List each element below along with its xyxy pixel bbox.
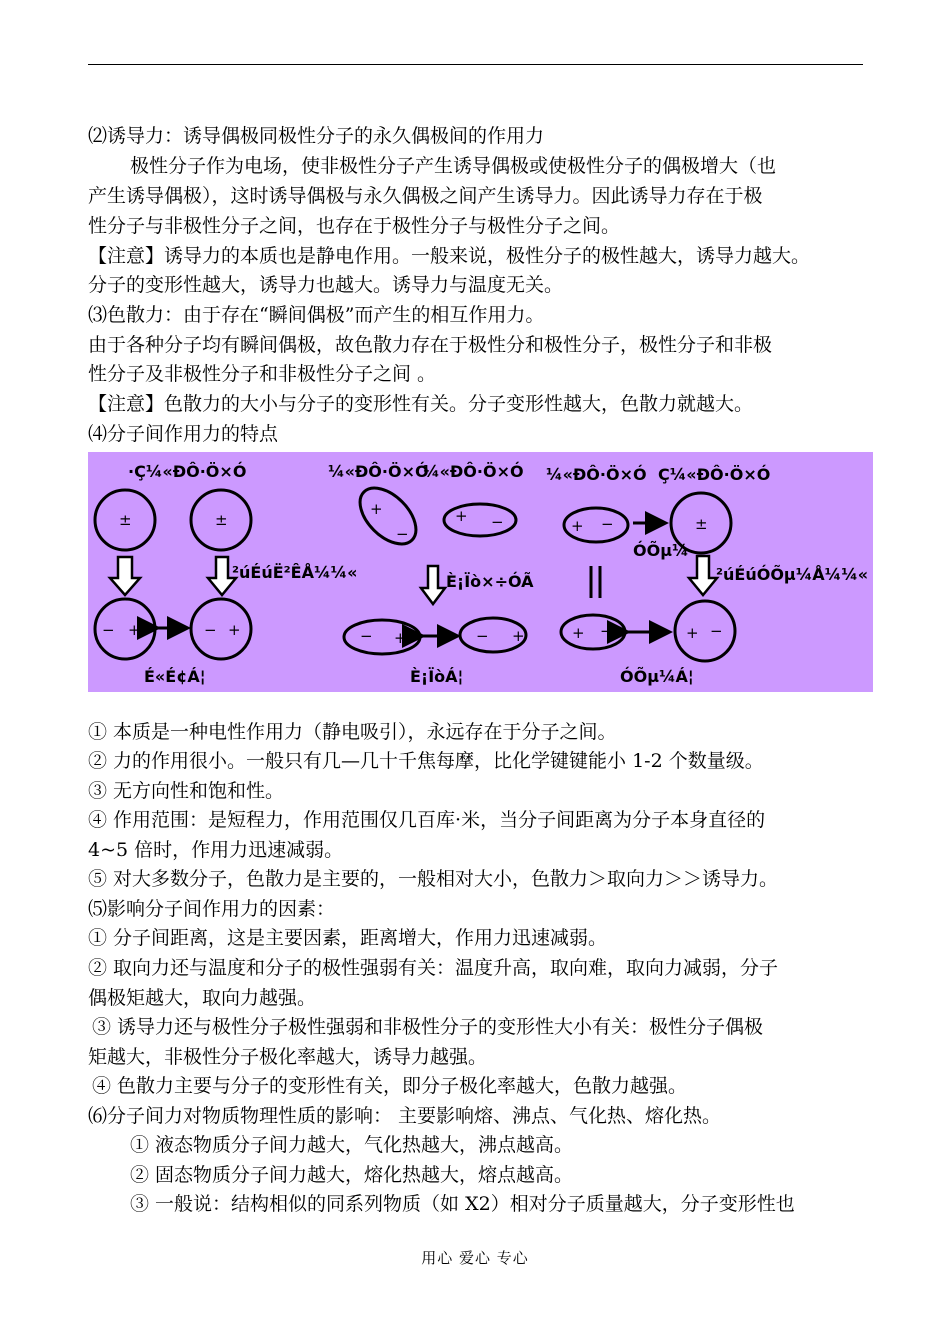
minus-sign: − xyxy=(601,515,614,533)
intermolecular-force-diagram xyxy=(88,452,873,692)
text-line: ② 固态物质分子间力越大，熔化热越大，熔点越高。 xyxy=(130,1164,574,1186)
plus-sign: + xyxy=(394,629,407,647)
plus-sign: + xyxy=(571,517,584,535)
header-rule xyxy=(88,64,863,65)
plus-sign: + xyxy=(455,507,468,525)
minus-sign: − xyxy=(204,621,217,639)
text-line: ④ 色散力主要与分子的变形性有关，即分子极化率越大，色散力越强。 xyxy=(92,1075,688,1097)
label-orientation: È¡Ïò×÷ÓÃ xyxy=(446,572,534,591)
text-line: ③ 诱导力还与极性分子极性强弱和非极性分子的变形性大小有关：极性分子偶极 xyxy=(92,1016,764,1038)
text-line: ⑤ 对大多数分子，色散力是主要的，一般相对大小，色散力＞取向力＞＞诱导力。 xyxy=(88,868,779,890)
text-line: ① 液态物质分子间力越大，气化热越大，沸点越高。 xyxy=(130,1134,574,1156)
text-line: 矩越大，非极性分子极化率越大，诱导力越强。 xyxy=(88,1046,488,1068)
molecule-ellipse xyxy=(561,615,625,649)
label-induced-dipole: ²úÉúÓÕµ¼Å¼¼« xyxy=(716,565,869,584)
molecule-ellipse xyxy=(344,620,420,654)
text-line: ① 分子间距离，这是主要因素，距离增大，作用力迅速减弱。 xyxy=(88,927,608,949)
text-line: ① 本质是一种电性作用力（静电吸引），永远存在于分子之间。 xyxy=(88,721,617,743)
label-induction-force: ÓÕµ¼Á¦ xyxy=(620,667,694,686)
diagram-svg xyxy=(88,452,873,692)
text-line: ⑶色散力：由于存在“瞬间偶极”而产生的相互作用力。 xyxy=(88,304,545,326)
minus-sign: − xyxy=(102,621,115,639)
label-nonpolar: ·Ç¼«ÐÔ·Ö×Ó xyxy=(128,462,247,481)
plus-sign: + xyxy=(228,621,241,639)
text-line: ⑸影响分子间作用力的因素： xyxy=(88,898,336,920)
text-line: ③ 一般说：结构相似的同系列物质（如 X2）相对分子质量越大，分子变形性也 xyxy=(130,1193,795,1215)
text-line: 【注意】诱导力的本质也是静电作用。一般来说，极性分子的极性越大，诱导力越大。 xyxy=(88,245,811,267)
text-line: 由于各种分子均有瞬间偶极，故色散力存在于极性分和极性分子，极性分子和非极 xyxy=(88,334,773,356)
down-arrow xyxy=(110,557,140,595)
label-polar: ¼«ÐÔ·Ö×Ó xyxy=(423,462,524,481)
text-line: 极性分子作为电场，使非极性分子产生诱导偶极或使极性分子的偶极增大（也 xyxy=(130,155,777,177)
molecule-circle xyxy=(191,599,251,659)
minus-sign: − xyxy=(710,622,723,640)
dipole-sign: ± xyxy=(119,511,132,529)
minus-sign: − xyxy=(360,627,373,645)
dipole-sign: ± xyxy=(215,511,228,529)
molecule-circle xyxy=(675,601,735,661)
dipole-sign: ± xyxy=(695,515,708,533)
text-line: ⑷分子间作用力的特点 xyxy=(88,423,279,445)
text-line: ② 取向力还与温度和分子的极性强弱有关：温度升高，取向难，取向力减弱，分子 xyxy=(88,957,779,979)
text-line: ⑵诱导力：诱导偶极同极性分子的永久偶极间的作用力 xyxy=(88,125,545,147)
text-line: ④ 作用范围：是短程力，作用范围仅几百库·米，当分子间距离为分子本身直径的 xyxy=(88,809,766,831)
text-line: 分子的变形性越大，诱导力也越大。诱导力与温度无关。 xyxy=(88,274,564,296)
down-arrow xyxy=(689,556,717,595)
label-polar: ¼«ÐÔ·Ö×Ó xyxy=(546,465,647,484)
plus-sign: + xyxy=(370,500,383,518)
minus-sign: − xyxy=(600,622,613,640)
page-footer: 用心 爱心 专心 xyxy=(421,1249,529,1267)
text-line: ⑹分子间力对物质物理性质的影响： 主要影响熔、沸点、气化热、熔化热。 xyxy=(88,1105,722,1127)
text-line: ② 力的作用很小。一般只有几—几十千焦每摩，比化学键键能小 1-2 个数量级。 xyxy=(88,750,764,772)
minus-sign: − xyxy=(396,525,409,543)
plus-sign: + xyxy=(572,624,585,642)
text-line: 产生诱导偶极），这时诱导偶极与永久偶极之间产生诱导力。因此诱导力存在于极 xyxy=(88,185,763,207)
label-nonpolar: Ç¼«ÐÔ·Ö×Ó xyxy=(658,465,771,484)
label-polar: ¼«ÐÔ·Ö×Ó xyxy=(328,462,429,481)
label-induction: ÓÕµ¼ xyxy=(633,541,689,560)
text-line: 【注意】色散力的大小与分子的变形性有关。分子变形性越大，色散力就越大。 xyxy=(88,393,754,415)
minus-sign: − xyxy=(491,513,504,531)
plus-sign: + xyxy=(128,621,141,639)
text-line: 偶极矩越大，取向力越强。 xyxy=(88,987,317,1009)
minus-sign: − xyxy=(476,627,489,645)
molecule-ellipse xyxy=(350,478,426,554)
label-instant-dipole: ²úÉúË²ÊÅ¼¼« xyxy=(232,563,358,582)
text-line: 性分子及非极性分子和非极性分子之间 。 xyxy=(88,363,437,385)
label-orientation-force: È¡ÏòÁ¦ xyxy=(410,667,464,686)
plus-sign: + xyxy=(686,624,699,642)
text-line: ③ 无方向性和饱和性。 xyxy=(88,780,285,802)
text-line: 4~5 倍时，作用力迅速减弱。 xyxy=(88,839,344,861)
plus-sign: + xyxy=(512,627,525,645)
down-arrow xyxy=(421,566,445,604)
text-line: 性分子与非极性分子之间，也存在于极性分子与极性分子之间。 xyxy=(88,215,621,237)
label-dispersion-force: É«É¢Á¦ xyxy=(144,667,206,686)
